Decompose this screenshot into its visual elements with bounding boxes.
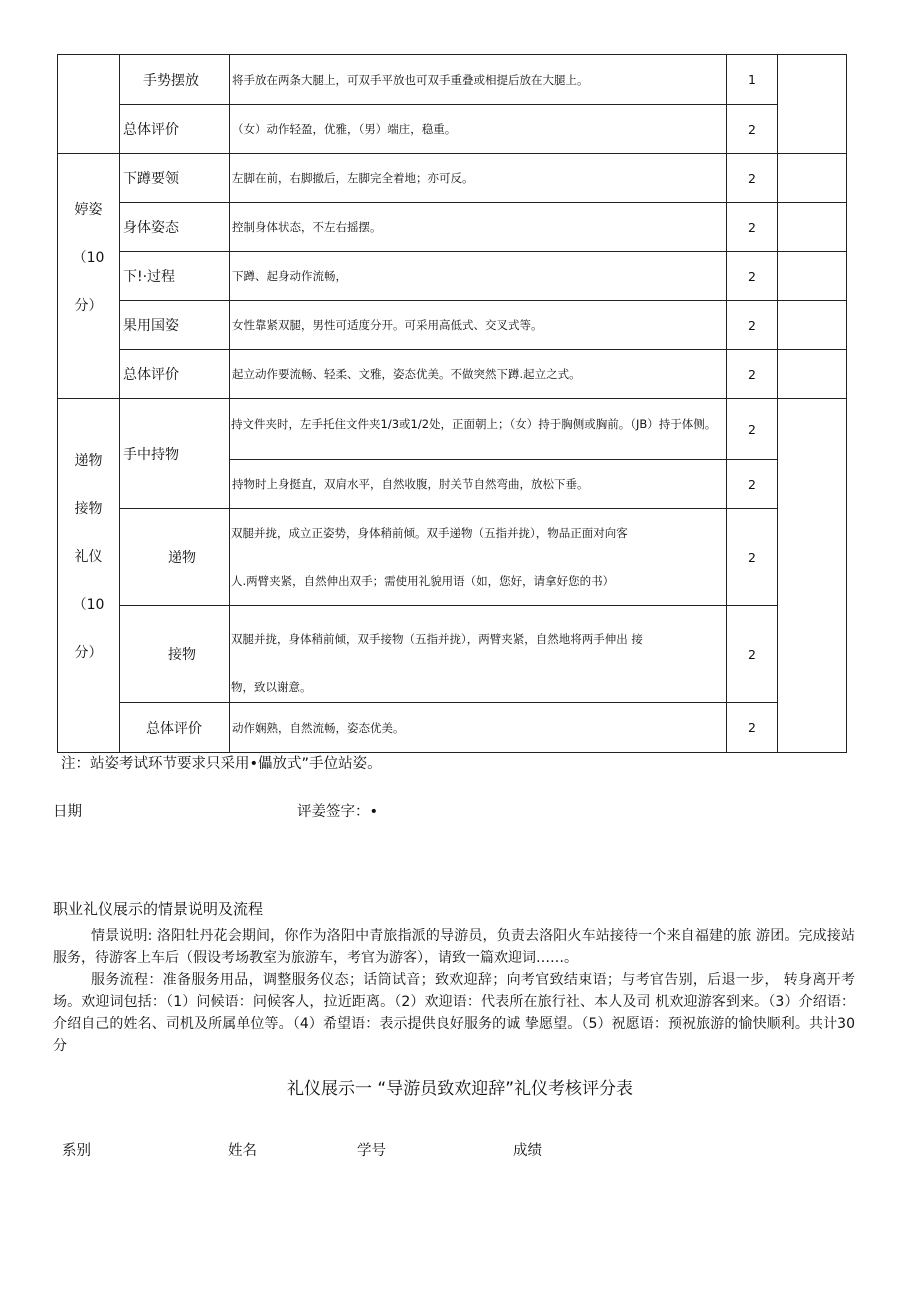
- category-handing-line: 分）: [74, 645, 103, 661]
- item-squat-essentials: 下蹲要领: [123, 171, 179, 187]
- score-squat-process: 2: [748, 268, 756, 284]
- category-squat-line: 婷姿: [74, 202, 103, 218]
- desc-give-line-1: 双腿并拢，成立正姿势，身体稍前倾。双手递物（五指并拢），物品正面对向客: [231, 526, 628, 540]
- field-grade: 成绩: [513, 1143, 542, 1159]
- desc-squat-process: 下蹲、起身动作流畅，: [232, 269, 347, 283]
- score-squat-overall: 2: [748, 366, 756, 382]
- category-handing-line: （10: [72, 597, 105, 613]
- desc-posture-overall: （女）动作轻盈，优雅，（男）端庄，稳重。: [232, 122, 457, 136]
- item-hand-placement: 手势摆放: [143, 72, 199, 89]
- score-give: 2: [748, 549, 756, 565]
- category-squat: [58, 186, 119, 330]
- date-label: 日期: [53, 804, 82, 820]
- item-holding: 手中持物: [123, 446, 179, 463]
- score-body-posture: 2: [748, 219, 756, 235]
- desc-hand-placement: 将手放在两条大腿上，可双手平放也可双手重叠或相提后放在大腿上。: [232, 72, 589, 87]
- desc-receive: [231, 615, 725, 711]
- desc-squat-essentials: 左脚在前，右脚撤后，左脚完全着地；亦可反。: [232, 171, 474, 185]
- score-holding-1: 2: [748, 421, 756, 437]
- category-handing-line: 递物: [74, 453, 103, 469]
- category-squat-line: （10: [72, 250, 105, 266]
- desc-holding-2: 持物时上身挺直，双肩水平，自然收腹，肘关节自然弯曲，放松下垂。: [232, 477, 589, 491]
- score-holding-2: 2: [748, 476, 756, 492]
- scenario-paragraph: 情景说明: 洛阳牡丹花会期间，你作为洛阳中青旅指派的导游员，负责去洛阳火车站接待一个来自福建的旅 游团。完成接站服务，待游客上车后（假设考场教室为旅游车，考官为游客），请致一篇欢迎词……。: [53, 928, 855, 966]
- desc-squat-overall: 起立动作要流畅、轻柔、文雅，姿态优美。不做突然下蹲.起立之式。: [232, 367, 581, 381]
- desc-give-line-2: 人.两臂夹紧，自然伸出双手；需使用礼貌用语（如，您好，请拿好您的书）: [231, 574, 615, 588]
- desc-holding-1: 持文件夹时，左手托住文件夹1/3或1/2处，正面朝上；（女）持于胸侧或胸前。（JB）持于体侧。: [231, 417, 717, 431]
- field-name: 姓名: [228, 1143, 257, 1159]
- field-dept: 系别: [62, 1143, 91, 1159]
- table-note: 注：站姿考试环节要求只采用•儡放式”手位站姿。: [61, 756, 382, 772]
- item-posture-overall: 总体评价: [123, 122, 179, 138]
- signature-label: 评姜签字：•: [297, 804, 379, 820]
- desc-body-posture: 控制身体状态，不左右摇摆。: [232, 220, 382, 234]
- field-student-id: 学号: [357, 1143, 386, 1159]
- category-handing-line: 礼仪: [74, 549, 103, 565]
- item-squat-style: 果用国姿: [123, 318, 179, 334]
- item-handing-overall: 总体评价: [146, 720, 202, 737]
- desc-squat-style: 女性靠紧双腿，男性可适度分开。可采用高低式、交叉式等。: [232, 318, 543, 332]
- category-squat-line: 分）: [74, 298, 103, 314]
- desc-receive-line-1: 双腿并拢，身体稍前倾，双手接物（五指并拢），两臂夹紧，自然地将两手伸出 接: [231, 632, 643, 646]
- score-handing-overall: 2: [748, 720, 756, 735]
- score-posture-overall: 2: [748, 121, 756, 137]
- item-receive: 接物: [168, 647, 196, 663]
- score-hand-placement: 1: [748, 72, 756, 87]
- section-title: 职业礼仪展示的情景说明及流程: [53, 900, 264, 918]
- score-squat-style: 2: [748, 317, 756, 333]
- category-handing: [58, 437, 119, 677]
- item-squat-process: 下!·过程: [123, 269, 176, 285]
- item-give: 递物: [168, 550, 196, 566]
- category-handing-line: 接物: [74, 501, 103, 517]
- process-paragraph: 服务流程：准备服务用品，调整服务仪态；话筒试音；致欢迎辞；向考官致结束语；与考官告别，后退一步， 转身离开考场。欢迎词包括：（1）问候语：问候客人，拉近距离。（2）欢迎语：代表所在旅行社、本人及司 机欢迎游客到来。（3）介绍语：介绍自己的姓名、司机及所属单位等。（4）希望语：表示提供良好服务的诚 挚愿望。（5）祝愿语：预祝旅游的愉快顺利。共计30分: [53, 972, 855, 1054]
- desc-handing-overall: 动作娴熟，自然流畅，姿态优美。: [232, 720, 405, 735]
- score-receive: 2: [748, 646, 756, 662]
- form-title: 礼仪展示一 “导游员致欢迎辞”礼仪考核评分表: [286, 1079, 634, 1099]
- desc-receive-line-2: 物，致以谢意。: [231, 680, 312, 694]
- item-body-posture: 身体姿态: [123, 220, 179, 236]
- item-squat-overall: 总体评价: [123, 367, 179, 383]
- score-squat-essentials: 2: [748, 170, 756, 186]
- desc-give: [231, 509, 725, 605]
